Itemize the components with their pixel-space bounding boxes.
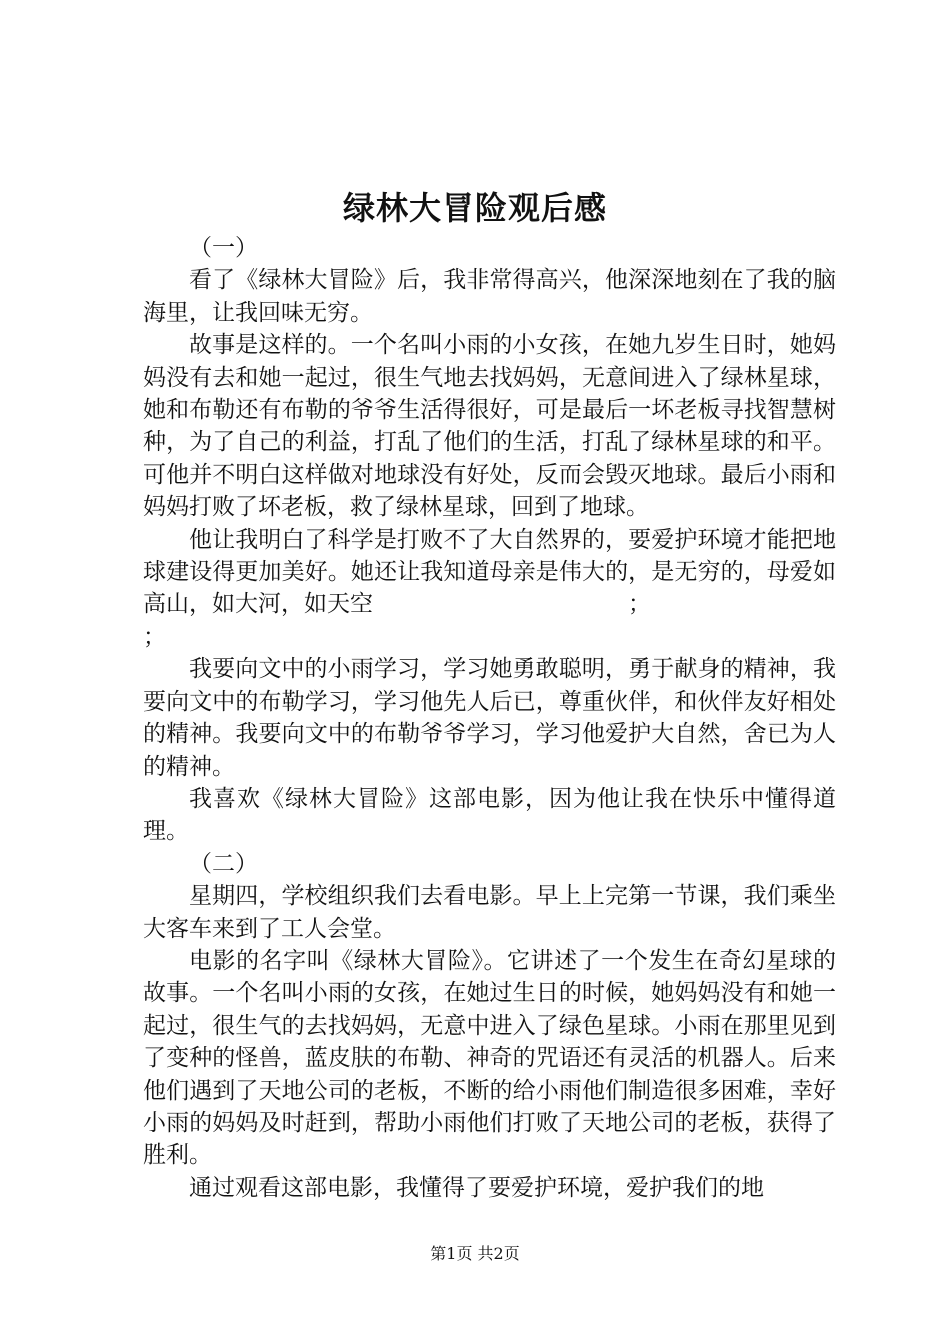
paragraph: 故事是这样的。一个名叫小雨的小女孩，在她九岁生日时，她妈妈没有去和她一起过，很生气地去找妈妈，无意间进入了绿林星球，她和布勒还有布勒的爷爷生活得很好，可是最后一坏老板寻找智慧树种，为了自己的利益，打乱了他们的生活，打乱了绿林星球的和平。可他并不明白这样做对地球没有好处，反而会毁灭地球。最后小雨和妈妈打败了坏老板，救了绿林星球，回到了地球。	[143, 332, 836, 521]
paragraph: 星期四，学校组织我们去看电影。早上上完第一节课，我们乘坐大客车来到了工人会堂。	[143, 883, 836, 942]
section-heading-two: （二）	[189, 850, 258, 877]
paragraph: 看了《绿林大冒险》后，我非常得高兴，他深深地刻在了我的脑海里，让我回味无穷。	[143, 267, 836, 326]
paragraph-extra-mark: ；	[143, 623, 166, 650]
paragraph: 通过观看这部电影，我懂得了要爱护环境，爱护我们的地	[189, 1174, 764, 1201]
section-heading-one: （一）	[189, 235, 258, 261]
paragraph-tail-mark: ；	[628, 591, 651, 618]
document-title: 绿林大冒险观后感	[342, 189, 607, 227]
paragraph: 电影的名字叫《绿林大冒险》。它讲述了一个发生在奇幻星球的故事。一个名叫小雨的女孩，在她过生日的时候，她妈妈没有和她一起过，很生气的去找妈妈，无意中进入了绿色星球。小雨在那里见到了变种的怪兽，蓝皮肤的布勒、神奇的咒语还有灵活的机器人。后来他们遇到了天地公司的老板，不断的给小雨他们制造很多困难，幸好小雨的妈妈及时赶到，帮助小雨他们打败了天地公司的老板，获得了胜利。	[143, 947, 836, 1169]
paragraph: 我要向文中的小雨学习，学习她勇敢聪明，勇于献身的精神，我要向文中的布勒学习，学习他先人后已，尊重伙伴，和伙伴友好相处的精神。我要向文中的布勒爷爷学习，学习他爱护大自然，舍已为人的精神。	[143, 656, 836, 780]
page-footer: 第1页 共2页	[430, 1244, 520, 1263]
paragraph: 我喜欢《绿林大冒险》这部电影，因为他让我在快乐中懂得道理。	[143, 785, 836, 845]
paragraph	[143, 524, 836, 654]
document-body	[143, 232, 836, 1204]
paragraph-text: 他让我明白了科学是打败不了大自然界的，要爱护环境才能把地球建设得更加美好。她还让我知道母亲是伟大的，是无穷的，母爱如高山，如大河，如天空	[143, 526, 836, 618]
